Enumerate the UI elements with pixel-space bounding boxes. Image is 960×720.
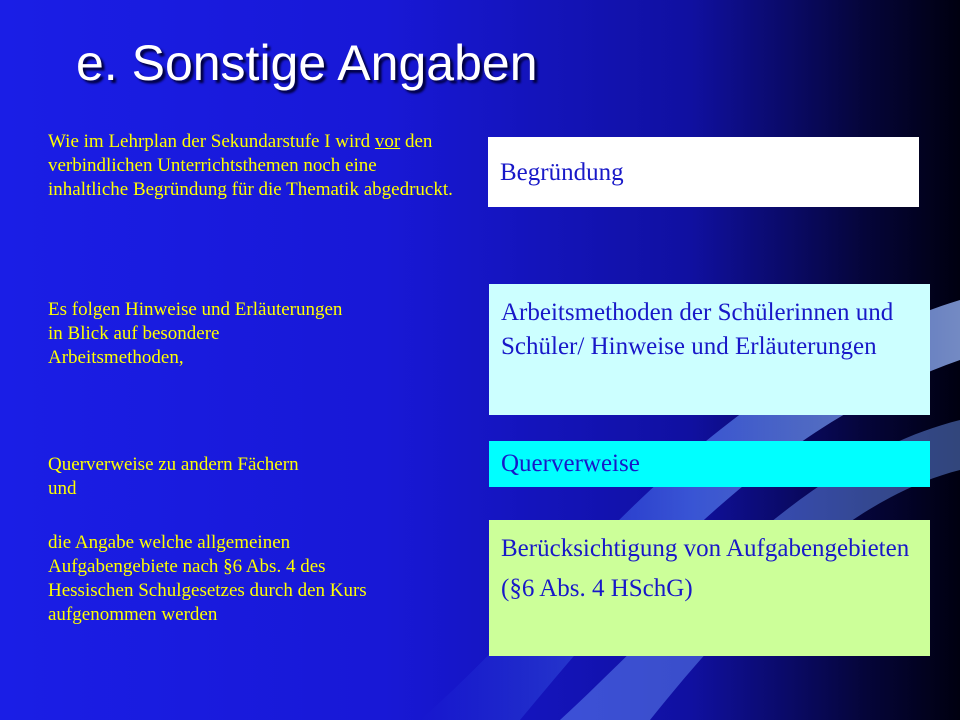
box-aufgabengebiete-reference: (§6 Abs. 4 HSchG) [501,575,693,602]
intro-text-start: Wie im Lehrplan der Sekundarstufe I wird [48,131,375,152]
slide-title: e. Sonstige Angaben [76,35,538,91]
intro-paragraph [48,130,458,202]
box-arbeitsmethoden-label: Arbeitsmethoden der Schülerinnen und Schüler/ Hinweise und Erläuterungen [501,299,894,360]
crossref-paragraph: Querverweise zu andern Fächern und [48,454,299,499]
box-begruendung [488,137,919,207]
tasks-paragraph: die Angabe welche allgemeinen Aufgabengebiete nach §6 Abs. 4 des Hessischen Schulgesetzes durch den Kurs aufgenommen werden [48,532,367,625]
methods-paragraph: Es folgen Hinweise und Erläuterungen in Blick auf besondere Arbeitsmethoden, [48,299,343,368]
box-querverweise-label: Querverweise [501,450,640,477]
box-querverweise [489,441,930,487]
intro-emphasis: vor [374,131,401,152]
box-begruendung-label: Begründung [500,159,624,186]
box-arbeitsmethoden [489,284,930,415]
intro-text-end: den verbindlichen Unterrichtsthemen noch eine inhaltliche Begründung für die Thematik abgedruckt. [48,131,453,200]
box-aufgabengebiete [489,520,930,656]
box-aufgabengebiete-label: Berücksichtigung von Aufgabengebieten [501,535,910,562]
